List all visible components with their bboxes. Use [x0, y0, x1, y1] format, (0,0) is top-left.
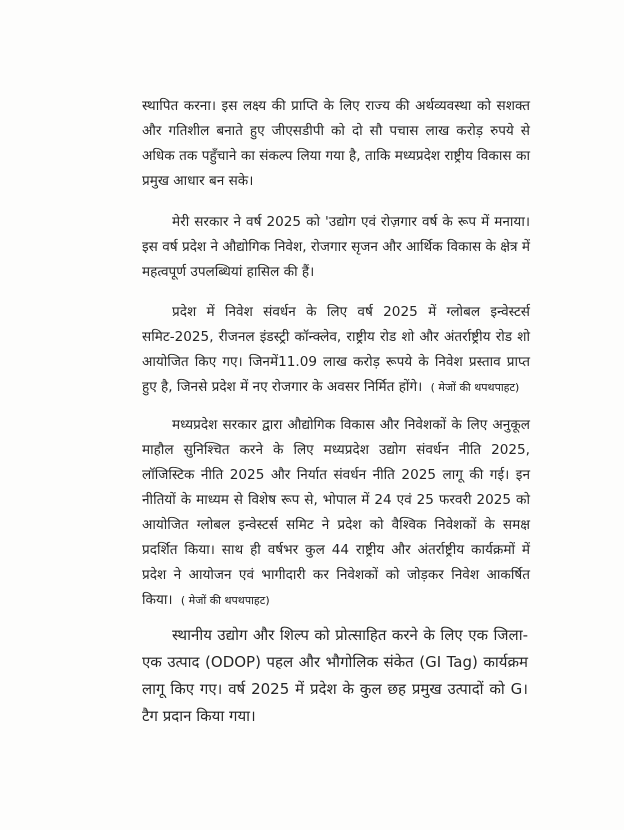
paragraph-3 [142, 300, 530, 400]
applause-note: ( मेजों की थपथपाहट) [430, 381, 520, 394]
paragraph-4 [142, 413, 530, 613]
paragraph-5 [142, 622, 528, 730]
paragraph-3-text: प्रदेश में निवेश संवर्धन के लिए वर्ष 2025 में ग्लोबल इन्वेस्टर्स समिट-2025, रीजनल इंडस्ट्री कॉन्क्लेव, राष्ट्रीय रोड शो और अंतर्राष्ट्रीय रोड शो आयोजित किए गए। जिनमें11.09 लाख करोड़ रूपये के निवेश प्रस्ताव प्राप्त हुए है, जिनसे प्रदेश में नए रोजगार के अवसर निर्मित होंगे। [142, 304, 530, 395]
paragraph-4-text: मध्यप्रदेश सरकार द्वारा औद्योगिक विकास और निवेशकों के लिए अनुकूल माहौल सुनिश्चित करने के लिए मध्यप्रदेश उद्योग संवर्धन नीति 2025, लॉजिस्टिक नीति 2025 और निर्यात संवर्धन नीति 2025 लागू की गई। इन नीतियों के माध्यम से विशेष रूप से, भोपाल में 24 एवं 25 फरवरी 2025 को आयोजित ग्लोबल इन्वेस्टर्स समिट ने प्रदेश को वैश्विक निवेशकों के समक्ष प्रदर्शित किया। साथ ही वर्षभर कुल 44 राष्ट्रीय और अंतर्राष्ट्रीय कार्यक्रमों में प्रदेश ने आयोजन एवं भागीदारी कर निवेशकों को जोड़कर निवेश आकर्षित किया। [142, 417, 530, 608]
paragraph-5-text: स्थानीय उद्योग और शिल्प को प्रोत्साहित करने के लिए एक जिला-एक उत्पाद (ODOP) पहल और भौगोलिक संकेत (GI Tag) कार्यक्रम लागू किए गए। वर्ष 2025 में प्रदेश के कुल छह प्रमुख उत्पादों को G। टैग प्रदान किया गया। [142, 626, 528, 725]
paragraph-1-text: स्थापित करना। इस लक्ष्य की प्राप्ति के लिए राज्य की अर्थव्यवस्था को सशक्त और गतिशील बनाते हुए जीएसडीपी को दो सौ पचास लाख करोड़ रुपये से अधिक तक पहुँचाने का संकल्प लिया गया है, ताकि मध्यप्रदेश राष्ट्रीय विकास का प्रमुख आधार बन सके। [142, 98, 530, 189]
paragraph-1 [142, 94, 530, 194]
paragraph-2-text: मेरी सरकार ने वर्ष 2025 को 'उद्योग एवं रोज़गार वर्ष के रूप में मनाया। इस वर्ष प्रदेश ने औद्योगिक निवेश, रोजगार सृजन और आर्थिक विकास के क्षेत्र में महत्वपूर्ण उपलब्धियां हासिल की हैं। [142, 214, 530, 280]
paragraph-2 [142, 210, 530, 285]
applause-note: ( मेजों की थपथपाहट) [180, 594, 270, 607]
